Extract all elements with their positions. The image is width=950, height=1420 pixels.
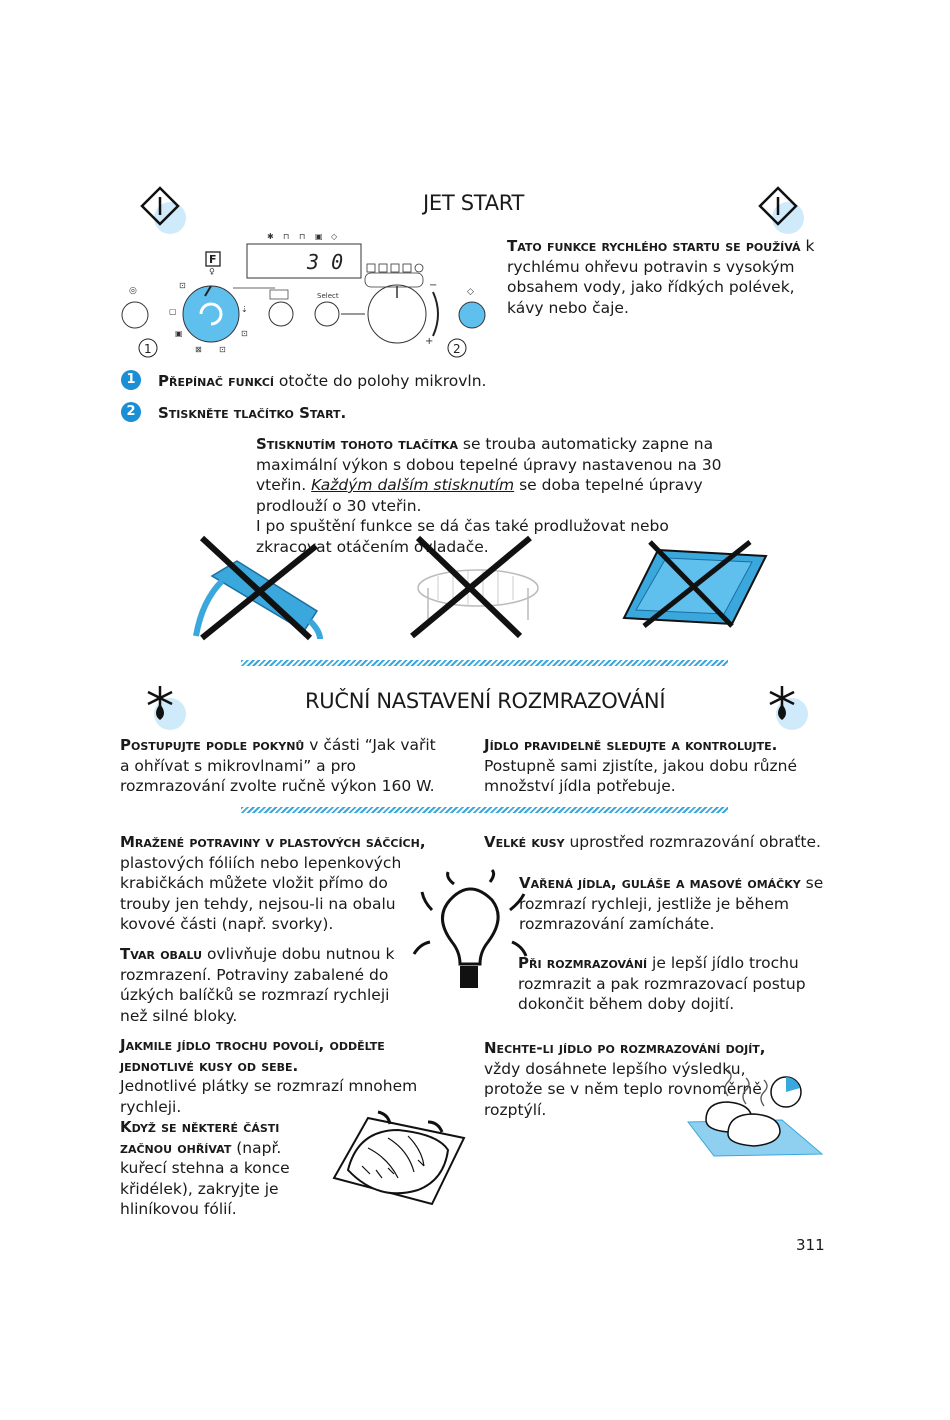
- svg-text:⇣: ⇣: [241, 305, 248, 314]
- defrost-left-text: Postupujte podle pokynů v části “Jak vařit a ohřívat s mikrovlnami” a pro rozmrazování zvolte ručně výkon 160 W.: [120, 736, 436, 795]
- oven-control-panel-diagram: [115, 228, 495, 368]
- tip-standing-time: Při rozmrazování je lepší jídlo trochu rozmrazit a pak rozmrazovací postup dokončit během doby dojití.: [518, 954, 806, 1013]
- svg-text:⊓: ⊓: [283, 232, 290, 241]
- section-divider-top: [241, 660, 728, 666]
- page-number: 311: [796, 1236, 825, 1254]
- tip-package-shape: Tvar obalu ovlivňuje dobu nutnou k rozmrazení. Potraviny zabalené do úzkých balíčků se rozmrazí rychleji než silné bloky.: [120, 945, 395, 1025]
- crossed-baking-tray-icon: [620, 540, 770, 632]
- svg-text:◇: ◇: [331, 232, 338, 241]
- svg-text:✱: ✱: [267, 232, 274, 241]
- defrost-icon-right: [762, 684, 808, 730]
- panel-callout-2: 2: [453, 342, 461, 356]
- resting-food-illustration: [686, 1072, 826, 1168]
- jet-intro-text: Tato funkce rychlého startu se používá k rychlému ohřevu potravin s vysokým obsahem vody, jako řídkých polévek, kávy nebo čaje.: [507, 237, 815, 317]
- svg-text:−: −: [429, 280, 438, 291]
- tip-stir-dishes: Vařená jídla, guláše a masové omáčky se rozmrazí rychleji, jestliže je během rozmrazování zamícháte.: [519, 874, 824, 933]
- tip-cover-foil: Když se některé části začnou ohřívat (např. kuřecí stehna a konce křidélek), zakryjte je hliníkovou fólií.: [120, 1118, 290, 1218]
- svg-text:◇: ◇: [467, 287, 474, 297]
- svg-text:⊓: ⊓: [299, 232, 306, 241]
- jet-start-title: JET START: [423, 191, 525, 215]
- chicken-foil-illustration: [328, 1108, 468, 1208]
- display-readout: 3 0: [307, 250, 344, 274]
- section-divider-bottom: [241, 807, 728, 813]
- panel-select-label: Select: [317, 292, 339, 300]
- svg-text:◎: ◎: [129, 286, 137, 296]
- svg-text:⊡: ⊡: [241, 329, 248, 338]
- step-2-badge: 2: [121, 402, 141, 422]
- tip-separate-pieces: Jakmile jídlo trochu povolí, oddělte jednotlivé kusy od sebe. Jednotlivé plátky se rozmrazí mnohem rychleji.: [120, 1036, 418, 1116]
- defrost-icon-left: [140, 684, 186, 730]
- tip-frozen-bags: Mražené potraviny v plastových sáčcích, plastových fóliích nebo lepenkových krabičkách můžete vložit přímo do trouby jen tehdy, nejsou-li na obalu kovové části (např. svorky).: [120, 833, 426, 933]
- svg-text:+: +: [425, 336, 434, 347]
- step-1-text: Přepínač funkcí otočte do polohy mikrovln.: [158, 372, 487, 390]
- panel-f-label: F: [209, 253, 217, 266]
- panel-callout-1: 1: [144, 342, 152, 356]
- step-2-text: Stiskněte tlačítko Start.: [158, 404, 347, 422]
- start-symbol-icon-right: [758, 186, 804, 232]
- step-1-badge: 1: [121, 370, 141, 390]
- defrost-right-text: Jídlo pravidelně sledujte a kontrolujte. Postupně sami zjistíte, jakou dobu různé množství jídla potřebuje.: [484, 736, 798, 795]
- svg-text:⊠: ⊠: [195, 345, 202, 354]
- crossed-bottle-icon: [192, 536, 332, 640]
- svg-text:♀: ♀: [209, 267, 215, 276]
- lightbulb-tip-icon: [410, 870, 530, 1000]
- tip-large-pieces: Velké kusy uprostřed rozmrazování obraťte.: [484, 833, 821, 851]
- tip-let-rest: Nechte-li jídlo po rozmrazování dojít, vždy dosáhnete lepšího výsledku, protože se v něm teplo rovnoměrně rozptýlí.: [484, 1039, 766, 1119]
- svg-text:⊡: ⊡: [219, 345, 226, 354]
- defrost-title: RUČNÍ NASTAVENÍ ROZMRAZOVÁNÍ: [305, 689, 666, 713]
- start-symbol-icon-left: [140, 186, 186, 232]
- svg-text:⊡: ⊡: [179, 281, 186, 290]
- svg-text:▣: ▣: [175, 329, 183, 338]
- svg-text:▣: ▣: [315, 232, 323, 241]
- svg-text:▢: ▢: [169, 307, 177, 316]
- crossed-grill-rack-icon: [408, 536, 548, 640]
- jet-detail-paragraph: Stisknutím tohoto tlačítka se trouba automaticky zapne na maximální výkon s dobou tepelné úpravy nastavenou na 30 vteřin. Každým dalším stisknutím se doba tepelné úpravy prodlouží o 30 vteřin. I po spuštění funkce se dá čas také prodlužovat nebo zkracovat otáčením ovladače.: [256, 435, 722, 556]
